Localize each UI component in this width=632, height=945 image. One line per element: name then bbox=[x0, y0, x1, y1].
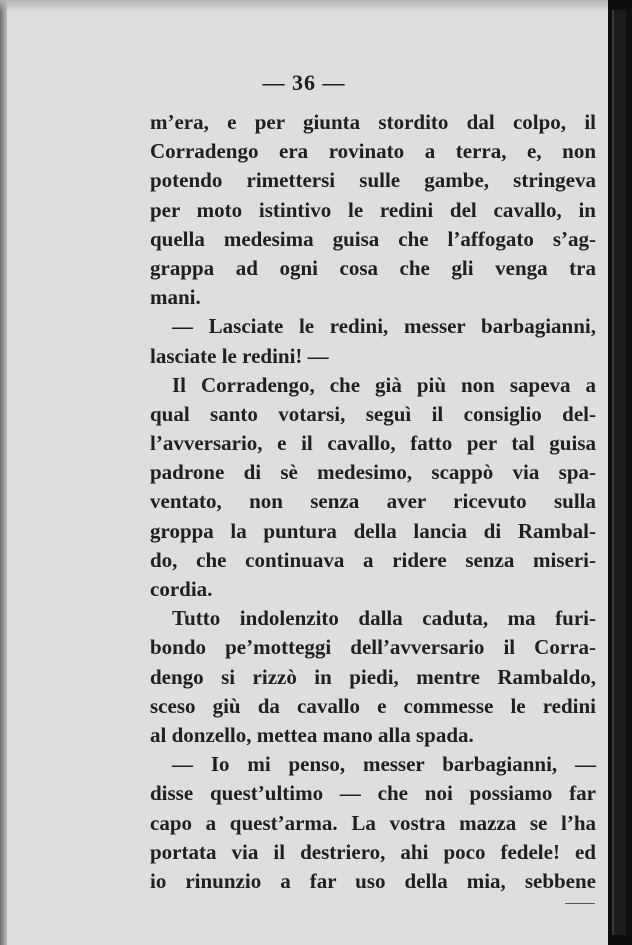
text-line: sceso giù da cavallo e commesse le redini bbox=[150, 693, 596, 718]
page-top-shadow bbox=[0, 0, 632, 12]
text-line: io rinunzio a far uso della mia, sebbene bbox=[150, 868, 596, 893]
text-line: al donzello, mettea mano alla spada. bbox=[150, 722, 474, 747]
text-line: per moto istintivo le redini del cavallo, in bbox=[150, 197, 596, 222]
page-number: — 36 — bbox=[262, 70, 346, 95]
body-text bbox=[150, 108, 596, 896]
text-line: mani. bbox=[150, 285, 201, 310]
text-line: m’era, e per giunta stordito dal colpo, il bbox=[150, 110, 596, 134]
text-line: l’avversario, e il cavallo, fatto per tal guisa bbox=[150, 431, 596, 456]
text-line: do, che continuava a ridere senza miseri- bbox=[150, 547, 596, 572]
text-line: quella medesima guisa che l’affogato s’ag- bbox=[150, 226, 596, 251]
text-line: qual santo votarsi, seguì il consiglio del- bbox=[150, 401, 596, 426]
text-line: Corradengo era rovinato a terra, e, non bbox=[150, 139, 596, 164]
text-line: portata via il destriero, ahi poco fedele! ed bbox=[150, 839, 596, 864]
text-line: padrone di sè medesimo, scappò via spa- bbox=[150, 460, 596, 485]
text-line: ventato, non senza aver ricevuto sulla bbox=[150, 489, 596, 514]
scan-border-right-inner bbox=[612, 10, 626, 935]
text-line: Tutto indolenzito dalla caduta, ma furi- bbox=[172, 606, 596, 631]
text-line: — Lasciate le redini, messer barbagianni, bbox=[172, 314, 596, 339]
text-line: lasciate le redini! — bbox=[150, 343, 329, 368]
scan-mark bbox=[565, 903, 595, 904]
text-line: bondo pe’motteggi dell’avversario il Corra- bbox=[150, 635, 596, 660]
text-line: grappa ad ogni cosa che gli venga tra bbox=[150, 255, 596, 280]
text-line: capo a quest’arma. La vostra mazza se l’ha bbox=[150, 810, 596, 835]
text-line: Il Corradengo, che già più non sapeva a bbox=[172, 372, 596, 397]
text-line: cordia. bbox=[150, 577, 213, 601]
text-line: groppa la puntura della lancia di Rambal- bbox=[150, 518, 596, 543]
text-line: disse quest’ultimo — che noi possiamo far bbox=[150, 781, 596, 806]
text-line: potendo rimettersi sulle gambe, stringeva bbox=[150, 168, 596, 193]
page-binding-edge bbox=[0, 0, 7, 945]
text-line: — Io mi penso, messer barbagianni, — bbox=[172, 752, 596, 777]
text-line: dengo si rizzò in piedi, mentre Rambaldo, bbox=[150, 664, 596, 689]
